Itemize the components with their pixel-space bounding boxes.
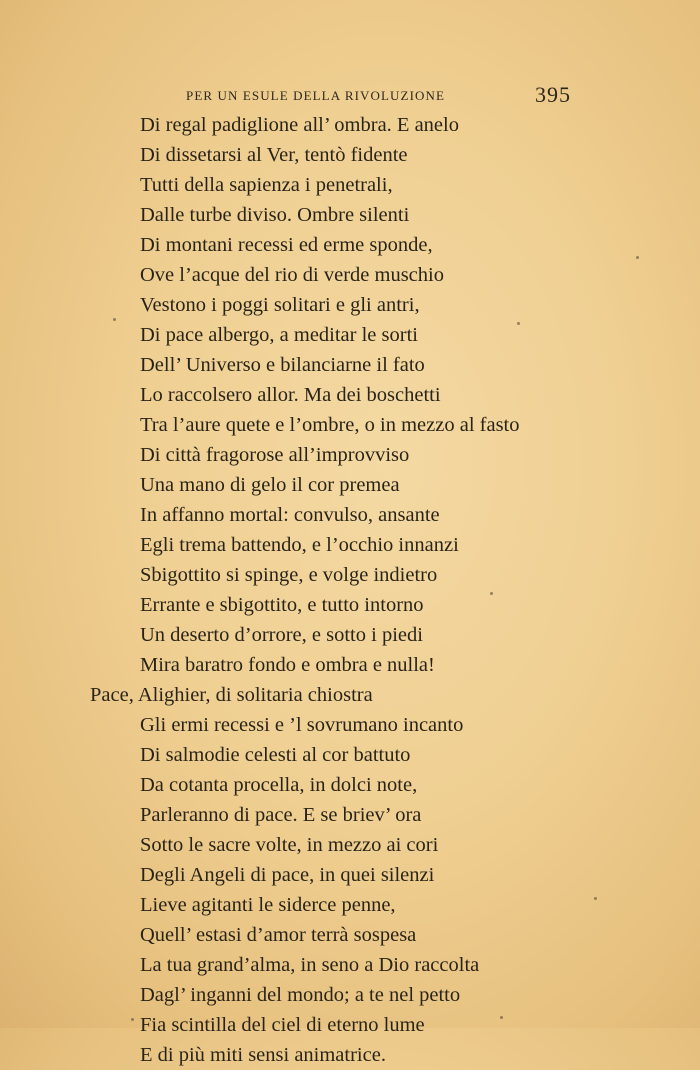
verse-line: Lo raccolsero allor. Ma dei boschetti xyxy=(140,384,441,406)
verse-line: Degli Angeli di pace, in quei silenzi xyxy=(140,864,435,886)
paper-speck xyxy=(113,318,116,321)
verse-line: Parleranno di pace. E se briev’ ora xyxy=(140,804,422,826)
verse-line: Sbigottito si spinge, e volge indietro xyxy=(140,564,438,586)
verse-line: Una mano di gelo il cor premea xyxy=(140,474,400,496)
verse-line: Quell’ estasi d’amor terrà sospesa xyxy=(140,924,417,946)
verse-line: Mira baratro fondo e ombra e nulla! xyxy=(140,654,435,676)
verse-line: La tua grand’alma, in seno a Dio raccolta xyxy=(140,954,480,976)
paper-speck xyxy=(490,592,493,595)
paper-speck xyxy=(500,1016,503,1019)
verse-line: Errante e sbigottito, e tutto intorno xyxy=(140,594,424,616)
verse-line: Da cotanta procella, in dolci note, xyxy=(140,774,418,796)
paper-speck xyxy=(517,322,520,325)
verse-line: Di città fragorose all’improvviso xyxy=(140,444,410,466)
paper-speck xyxy=(594,897,597,900)
verse-line: Di dissetarsi al Ver, tentò fidente xyxy=(140,144,408,166)
verse-line: Vestono i poggi solitari e gli antri, xyxy=(140,294,420,316)
verse-line: Pace, Alighier, di solitaria chiostra xyxy=(90,684,373,706)
verse-line: E di più miti sensi animatrice. xyxy=(140,1044,386,1066)
verse-line: Di montani recessi ed erme sponde, xyxy=(140,234,433,256)
verse-line: Dalle turbe diviso. Ombre silenti xyxy=(140,204,410,226)
verse-line: Gli ermi recessi e ’l sovrumano incanto xyxy=(140,714,464,736)
verse-line: In affanno mortal: convulso, ansante xyxy=(140,504,440,526)
verse-line: Fia scintilla del ciel di eterno lume xyxy=(140,1014,425,1036)
running-title: PER UN ESULE DELLA RIVOLUZIONE xyxy=(186,88,446,103)
paper-speck xyxy=(636,256,639,259)
verse-line: Un deserto d’orrore, e sotto i piedi xyxy=(140,624,423,646)
verse-line: Di salmodie celesti al cor battuto xyxy=(140,744,411,766)
verse-line: Lieve agitanti le siderce penne, xyxy=(140,894,396,916)
verse-line: Egli trema battendo, e l’occhio innanzi xyxy=(140,534,459,556)
verse-line: Dagl’ inganni del mondo; a te nel petto xyxy=(140,984,461,1006)
page-number: 395 xyxy=(535,82,571,107)
paper-speck xyxy=(131,1018,134,1021)
page-header xyxy=(186,82,576,108)
verse-line: Sotto le sacre volte, in mezzo ai cori xyxy=(140,834,439,856)
verse-line: Ove l’acque del rio di verde muschio xyxy=(140,264,444,286)
verse-line: Di pace albergo, a meditar le sorti xyxy=(140,324,418,346)
verse-line: Dell’ Universo e bilanciarne il fato xyxy=(140,354,425,376)
verse-line: Di regal padiglione all’ ombra. E anelo xyxy=(140,114,459,136)
verse-line: Tutti della sapienza i penetrali, xyxy=(140,174,393,196)
verse-line: Tra l’aure quete e l’ombre, o in mezzo al fasto xyxy=(140,414,520,436)
